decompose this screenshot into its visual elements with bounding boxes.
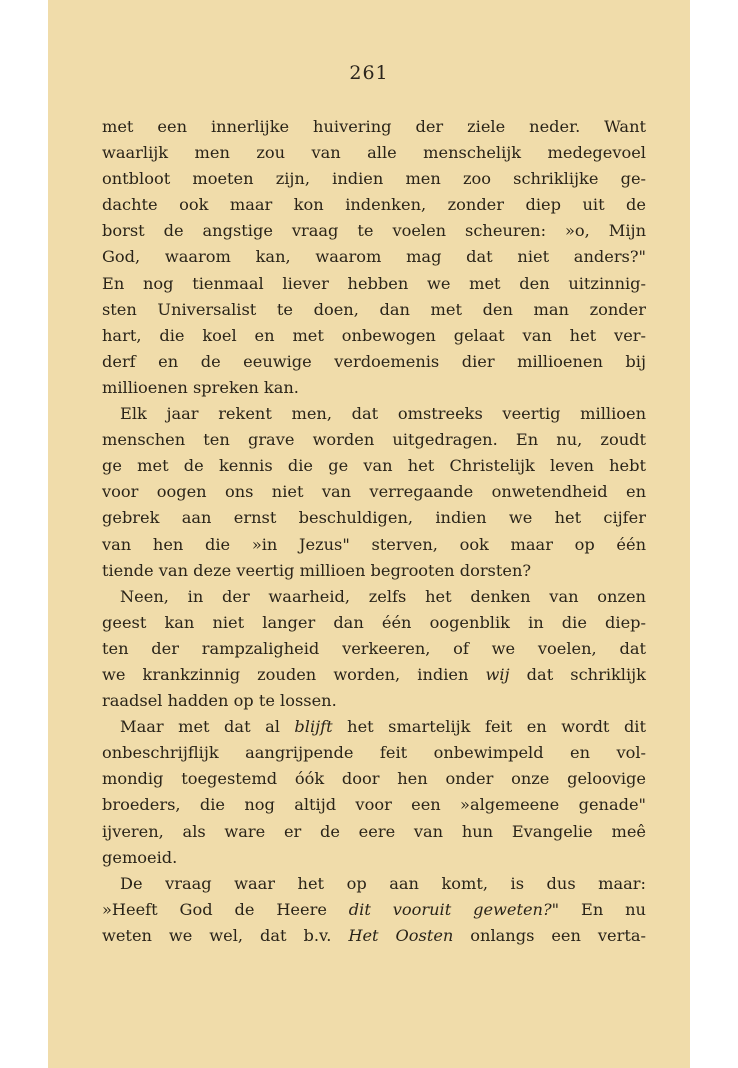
text-span: ten der rampzaligheid verkeeren, of we voelen, dat <box>102 638 646 658</box>
text-line <box>102 192 646 218</box>
text-span: van hen die »in Jezus" sterven, ook maar op één <box>102 534 646 554</box>
text-span: mondig toegestemd óók door hen onder onze geloovige <box>102 769 646 789</box>
text-line <box>102 740 646 766</box>
text-span: met een innerlijke huivering der ziele neder. Want <box>102 117 646 136</box>
text-span: tiende van deze veertig millioen begrooten dorsten? <box>102 560 532 580</box>
text-span: dat schriklijk <box>509 664 646 684</box>
text-line <box>102 845 646 871</box>
text-span: hart, die koel en met onbewogen gelaat van het ver- <box>102 325 646 345</box>
text-span: Neen, in der waarheid, zelfs het denken van onzen <box>120 586 646 606</box>
text-span: ontbloot moeten zijn, indien men zoo schriklijke ge- <box>102 169 646 189</box>
text-span: weten we wel, dat b.v. <box>102 925 349 945</box>
text-span: »Heeft God de Heere <box>102 899 349 919</box>
text-span: God, waarom kan, waarom mag dat niet anders?" <box>102 247 646 267</box>
text-line <box>102 558 646 584</box>
text-span: geest kan niet langer dan één oogenblik in die diep- <box>102 612 646 632</box>
text-span: dachte ook maar kon indenken, zonder diep uit de <box>102 195 646 215</box>
text-line <box>102 923 646 949</box>
text-line <box>102 427 646 453</box>
text-line <box>102 114 646 140</box>
text-span: borst de angstige vraag te voelen scheuren: »o, Mijn <box>102 221 646 241</box>
text-span: De vraag waar het op aan komt, is dus maar: <box>120 873 646 893</box>
text-line <box>102 766 646 792</box>
text-line <box>102 505 646 531</box>
text-span: Maar met dat al <box>120 717 295 737</box>
text-line <box>102 297 646 323</box>
text-line <box>102 792 646 818</box>
text-line <box>102 349 646 375</box>
text-line <box>102 610 646 636</box>
text-line <box>102 323 646 349</box>
text-span: we krankzinnig zouden worden, indien <box>102 664 486 684</box>
text-span: het smartelijk feit en wordt dit <box>332 717 646 737</box>
body-text <box>102 114 646 949</box>
text-span: ge met de kennis die ge van het Christelijk leven hebt <box>102 456 646 476</box>
italic-word: wij <box>485 664 510 684</box>
text-line <box>102 140 646 166</box>
text-span: voor oogen ons niet van verregaande onwetendheid en <box>102 482 646 502</box>
paragraph-start-line <box>102 401 646 427</box>
text-line <box>102 244 646 270</box>
text-line <box>102 662 646 688</box>
text-span: broeders, die nog altijd voor een »algemeene genade" <box>102 795 646 815</box>
text-line <box>102 453 646 479</box>
text-line <box>102 897 646 923</box>
text-line <box>102 636 646 662</box>
italic-title: Het Oosten <box>348 925 454 945</box>
text-span: ijveren, als ware er de eere van hun Evangelie meê <box>102 821 646 841</box>
text-line <box>102 819 646 845</box>
text-line <box>102 532 646 558</box>
book-page <box>48 0 690 1068</box>
text-span: onbeschrijflijk aangrijpende feit onbewimpeld en vol- <box>102 743 646 763</box>
text-line <box>102 166 646 192</box>
page-number: 261 <box>349 62 389 84</box>
text-span: sten Universalist te doen, dan met den man zonder <box>102 299 646 319</box>
italic-phrase: dit vooruit geweten? <box>348 899 552 919</box>
text-span: " En nu <box>551 899 646 919</box>
text-span: gemoeid. <box>102 847 178 867</box>
text-line <box>102 375 646 401</box>
text-line <box>102 479 646 505</box>
text-span: gebrek aan ernst beschuldigen, indien we het cijfer <box>102 508 646 528</box>
text-span: En nog tienmaal liever hebben we met den uitzinnig- <box>102 273 646 293</box>
paragraph-start-line <box>102 584 646 610</box>
text-line <box>102 271 646 297</box>
text-line <box>102 218 646 244</box>
paragraph-start-line <box>102 871 646 897</box>
text-span: raadsel hadden op te lossen. <box>102 691 337 711</box>
text-span: waarlijk men zou van alle menschelijk medegevoel <box>102 143 646 163</box>
paragraph-start-line <box>102 714 646 740</box>
italic-word: blijft <box>294 717 333 737</box>
text-span: Elk jaar rekent men, dat omstreeks veertig millioen <box>120 404 646 424</box>
text-span: millioenen spreken kan. <box>102 377 299 397</box>
text-span: derf en de eeuwige verdoemenis dier millioenen bij <box>102 351 646 371</box>
text-span: menschen ten grave worden uitgedragen. En nu, zoudt <box>102 430 646 450</box>
text-span: onlangs een verta- <box>453 925 646 945</box>
text-line <box>102 688 646 714</box>
